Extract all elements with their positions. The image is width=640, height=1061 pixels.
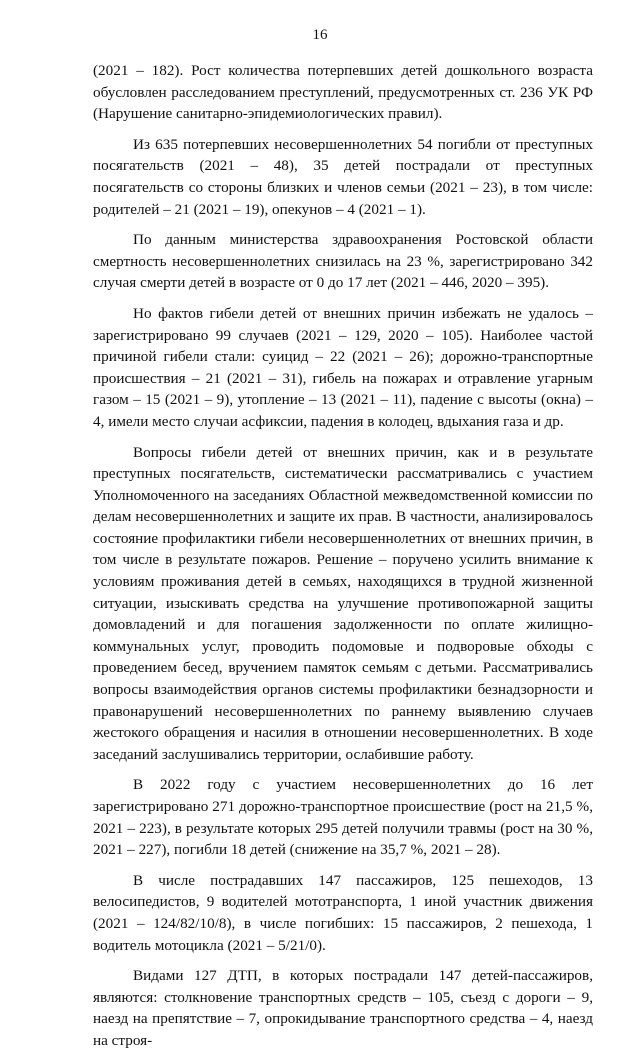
paragraph-commission-meetings: Вопросы гибели детей от внешних причин, как и в результате преступных посягательств, систематически рассматривались с участием Уполномоченного на заседаниях Областной межведомственной комиссии по делам несовершеннолетних и защите их прав. В частности, анализировалось состояние профилактики гибели несовершеннолетних от внешних причин, в том числе в результате пожаров. Решение – поручено усилить внимание к условиям проживания детей в семьях, находящихся в трудной жизненной ситуации, изыскивать средства на улучшение противопожарной защиты домовладений и для погашения задолженности по оплате жилищно-коммунальных услуг, проводить подомовые и подворовые обходы с проведением бесед, вручением памяток семьям с детьми. Рассматривались вопросы взаимодействия органов системы профилактики безнадзорности и правонарушений несовершеннолетних по раннему выявлению случаев жестокого обращения и насилия в отношении несовершеннолетних. В ходе заседаний заслушивались территории, ослабившие работу.	[93, 443, 593, 763]
paragraph-child-mortality: По данным министерства здравоохранения Ростовской области смертность несовершеннолетних снизилась на 23 %, зарегистрировано 342 случая смерти детей в возрасте от 0 до 17 лет (2021 – 446, 2020 – 395).	[93, 231, 593, 292]
paragraph-accident-types: Видами 127 ДТП, в которых пострадали 147 детей-пассажиров, являются: столкновение транспортных средств – 105, съезд с дороги – 9, наезд на препятствие – 7, опрокидывание транспортного средства – 4, наезд на строя-	[93, 967, 593, 1049]
paragraph-victims-killed: Из 635 потерпевших несовершеннолетних 54 погибли от преступных посягательств (2021 – 48), 35 детей пострадали от преступных посягательств со стороны близких и членов семьи (2021 – 23), в том числе: родителей – 21 (2021 – 19), опекунов – 4 (2021 – 1).	[93, 135, 593, 218]
paragraph-injured-breakdown: В числе пострадавших 147 пассажиров, 125 пешеходов, 13 велосипедистов, 9 водителей мототранспорта, 1 иной участник движения (2021 – 124/82/10/8), в числе погибших: 15 пассажиров, 2 пешехода, 1 водитель мотоцикла (2021 – 5/21/0).	[93, 871, 593, 954]
page-number: 16	[312, 27, 328, 43]
paragraph-victims-preschool: (2021 – 182). Рост количества потерпевших детей дошкольного возраста обусловлен расследованием преступлений, предусмотренных ст. 236 УК РФ (Нарушение санитарно-эпидемиологических правил).	[93, 62, 593, 123]
paragraph-road-accidents: В 2022 году с участием несовершеннолетних до 16 лет зарегистрировано 271 дорожно-транспортное происшествие (рост на 21,5 %, 2021 – 223), в результате которых 295 детей получили травмы (рост на 30 %, 2021 – 227), погибли 18 детей (снижение на 35,7 %, 2021 – 28).	[93, 776, 593, 859]
paragraph-external-causes: Но фактов гибели детей от внешних причин избежать не удалось – зарегистрировано 99 случаев (2021 – 129, 2020 – 105). Наиболее частой причиной гибели стали: суицид – 22 (2021 – 26); дорожно-транспортные происшествия – 21 (2021 – 31), гибель на пожарах и отравление угарным газом – 15 (2021 – 9), утопление – 13 (2021 – 11), падение с высоты (окна) – 4, имели место случаи асфиксии, падения в колодец, вдыхания газа и др.	[93, 304, 593, 430]
document-body	[93, 60, 593, 1061]
